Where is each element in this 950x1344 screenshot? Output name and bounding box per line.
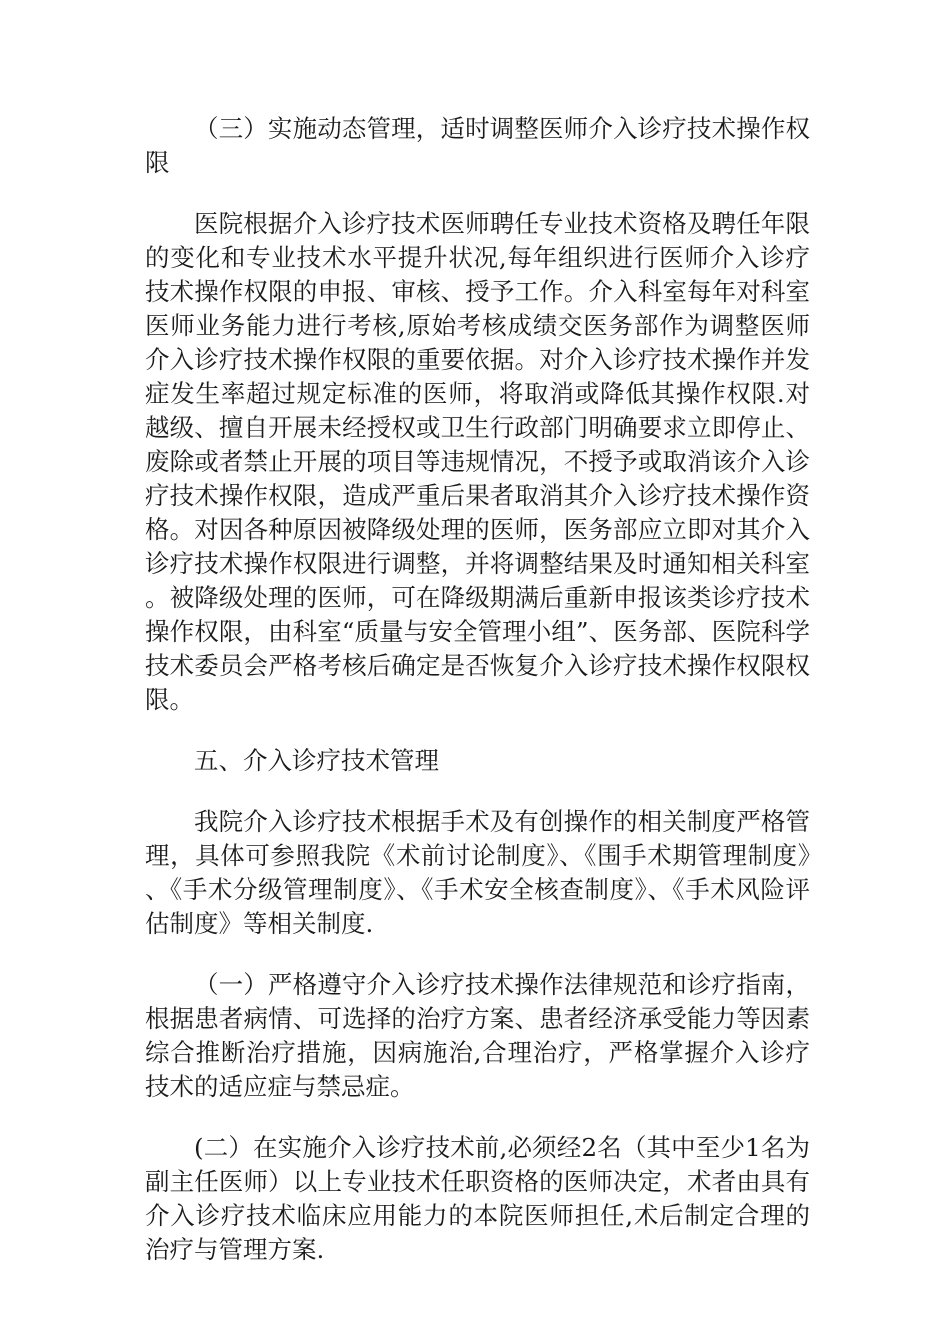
paragraph-item-two: (二）在实施介入诊疗技术前,必须经2名（其中至少1名为副主任医师）以上专业技术任职资格的医师决定，术者由具有介入诊疗技术临床应用能力的本院医师担任,术后制定合理的治疗与管理方案.	[145, 1133, 810, 1264]
section-title-interventional-management: 五、介入诊疗技术管理	[194, 746, 439, 775]
paragraph-dynamic-management: 医院根据介入诊疗技术医师聘任专业技术资格及聘任年限的变化和专业技术水平提升状况,每年组织进行医师介入诊疗技术操作权限的申报、审核、授予工作。介入科室每年对科室医师业务能力进行考核,原始考核成绩交医务部作为调整医师介入诊疗技术操作权限的重要依据。对介入诊疗技术操作并发症发生率超过规定标准的医师，将取消或降低其操作权限.对越级、擅自开展未经授权或卫生行政部门明确要求立即停止、废除或者禁止开展的项目等违规情况，不授予或取消该介入诊疗技术操作权限，造成严重后果者取消其介入诊疗技术操作资格。对因各种原因被降级处理的医师，医务部应立即对其介入诊疗技术操作权限进行调整，并将调整结果及时通知相关科室。被降级处理的医师，可在降级期满后重新申报该类诊疗技术操作权限，由科室“质量与安全管理小组”、医务部、医院科学技术委员会严格考核后确定是否恢复介入诊疗技术操作权限权限。	[145, 209, 810, 714]
paragraph-item-one: （一）严格遵守介入诊疗技术操作法律规范和诊疗指南，根据患者病情、可选择的治疗方案、患者经济承受能力等因素综合推断治疗措施，因病施治,合理治疗，严格掌握介入诊疗技术的适应症与禁忌症。	[145, 970, 810, 1101]
document-page	[145, 112, 810, 1294]
section-heading-dynamic-management: （三）实施动态管理，适时调整医师介入诊疗技术操作权限	[145, 114, 810, 177]
paragraph-management-intro: 我院介入诊疗技术根据手术及有创操作的相关制度严格管理，具体可参照我院《术前讨论制度》、《围手术期管理制度》、《手术分级管理制度》、《手术安全核查制度》、《手术风险评估制度》等相关制度.	[145, 807, 810, 938]
